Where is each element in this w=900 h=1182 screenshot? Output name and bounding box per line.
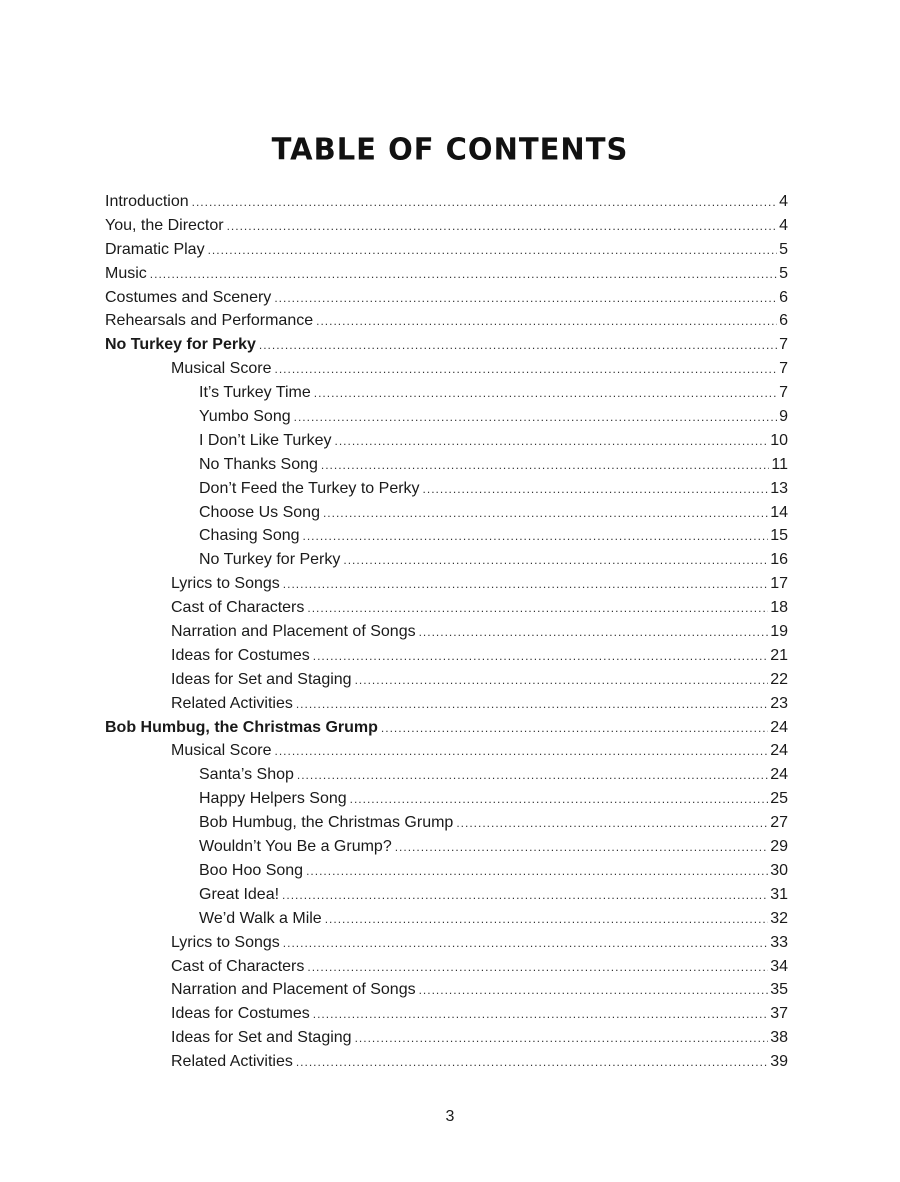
- dot-leader: [343, 549, 768, 573]
- toc-entry: [105, 787, 788, 811]
- toc-entry-page: 6: [779, 312, 788, 330]
- dot-leader: [313, 1003, 768, 1027]
- toc-entry-page: 11: [771, 455, 788, 473]
- toc-entry: [105, 811, 788, 835]
- toc-entry-page: 29: [770, 838, 788, 856]
- toc-entry-page: 35: [770, 981, 788, 999]
- toc-entry: [105, 453, 788, 477]
- toc-entry-page: 9: [779, 408, 788, 426]
- toc-entry-title: I Don’t Like Turkey: [199, 431, 332, 449]
- dot-leader: [274, 287, 777, 311]
- toc-entry-page: 4: [779, 193, 788, 210]
- toc-entry-title: Musical Score: [171, 360, 272, 378]
- toc-entry-title: Cast of Characters: [171, 599, 305, 617]
- toc-entry-title: Narration and Placement of Songs: [171, 623, 416, 641]
- toc-entry: [105, 524, 788, 548]
- toc-entry: [105, 739, 788, 763]
- toc-entry-title: Costumes and Scenery: [105, 288, 272, 306]
- toc-entry-title: Narration and Placement of Songs: [171, 981, 416, 999]
- dot-leader: [306, 860, 768, 884]
- dot-leader: [274, 740, 768, 764]
- toc-entry-title: Dramatic Play: [105, 240, 205, 258]
- toc-entry-title: Happy Helpers Song: [199, 790, 347, 808]
- page-title: TABLE OF CONTENTS: [271, 131, 629, 167]
- dot-leader: [423, 478, 769, 502]
- toc-entry-page: 5: [779, 240, 788, 258]
- toc-entry: [105, 978, 788, 1002]
- toc-entry: [105, 214, 788, 238]
- toc-entry: [105, 692, 788, 716]
- toc-entry-page: 4: [779, 216, 788, 234]
- toc-entry-title: Chasing Song: [199, 527, 300, 545]
- toc-entry: [105, 596, 788, 620]
- toc-entry-page: 14: [770, 503, 788, 521]
- dot-leader: [314, 382, 777, 406]
- toc-entry-page: 21: [770, 646, 788, 664]
- toc-entry-page: 7: [779, 360, 788, 378]
- toc-entry-page: 13: [770, 479, 788, 497]
- toc-entry: [105, 644, 788, 668]
- dot-leader: [283, 932, 768, 956]
- dot-leader: [316, 310, 777, 334]
- toc-entry-page: 10: [770, 431, 788, 449]
- toc-entry-page: 24: [770, 718, 788, 736]
- toc-entry-page: 6: [779, 288, 788, 306]
- dot-leader: [208, 239, 778, 263]
- toc-entry-title: Choose Us Song: [199, 503, 320, 521]
- toc-entry-title: Ideas for Set and Staging: [171, 1029, 352, 1047]
- toc-entry-page: 32: [770, 909, 788, 927]
- toc-entry-page: 19: [770, 623, 788, 641]
- toc-entry: [105, 548, 788, 572]
- toc-entry-title: Wouldn’t You Be a Grump?: [199, 838, 392, 856]
- toc-entry-title: Musical Score: [171, 742, 272, 760]
- dot-leader: [283, 573, 768, 597]
- toc-entry-page: 7: [779, 384, 788, 402]
- toc-entry: [105, 620, 788, 644]
- toc-entry-title: It’s Turkey Time: [199, 384, 311, 402]
- toc-entry-title: No Turkey for Perky: [199, 551, 341, 569]
- dot-leader: [325, 908, 769, 932]
- toc-entry-title: No Turkey for Perky: [105, 336, 256, 354]
- dot-leader: [456, 812, 768, 836]
- toc-entry-page: 33: [770, 933, 788, 951]
- toc-entry-title: Lyrics to Songs: [171, 575, 280, 593]
- dot-leader: [307, 956, 768, 980]
- toc-entry-title: Boo Hoo Song: [199, 861, 304, 879]
- toc-entry: [105, 190, 788, 214]
- dot-leader: [296, 1051, 768, 1075]
- toc-entry-title: Don’t Feed the Turkey to Perky: [199, 479, 420, 497]
- toc-entry-page: 22: [770, 670, 788, 688]
- toc-entry-page: 34: [770, 957, 788, 975]
- toc-entry-page: 5: [779, 264, 788, 282]
- toc-entry: [105, 309, 788, 333]
- toc-entry-title: Related Activities: [171, 694, 293, 712]
- toc-entry: [105, 716, 788, 740]
- toc-entry-page: 31: [770, 885, 788, 903]
- toc-entry-title: Yumbo Song: [199, 408, 291, 426]
- toc-entry: [105, 1050, 788, 1074]
- toc-entry-title: Rehearsals and Performance: [105, 312, 314, 330]
- toc-entry: [105, 883, 788, 907]
- toc-entry-page: 39: [770, 1053, 788, 1071]
- dot-leader: [192, 191, 777, 215]
- toc-entry-page: 24: [770, 766, 788, 784]
- dot-leader: [296, 693, 768, 717]
- toc-entry: [105, 572, 788, 596]
- toc-entry-title: Santa’s Shop: [199, 766, 294, 784]
- toc-entry-page: 30: [770, 861, 788, 879]
- dot-leader: [303, 525, 769, 549]
- toc-entry-title: Ideas for Costumes: [171, 1005, 310, 1023]
- dot-leader: [282, 884, 768, 908]
- dot-leader: [227, 215, 778, 239]
- dot-leader: [313, 645, 768, 669]
- toc-entry-page: 24: [770, 742, 788, 760]
- toc-entry-title: We’d Walk a Mile: [199, 909, 322, 927]
- toc-entry-page: 37: [770, 1005, 788, 1023]
- toc-entry-title: Cast of Characters: [171, 957, 305, 975]
- toc-entry-page: 38: [770, 1029, 788, 1047]
- toc-entry: [105, 955, 788, 979]
- dot-leader: [335, 430, 769, 454]
- toc-entry: [105, 668, 788, 692]
- dot-leader: [355, 1027, 769, 1051]
- toc-entry-title: Ideas for Costumes: [171, 646, 310, 664]
- toc-entry-title: You, the Director: [105, 216, 224, 234]
- toc-entry-title: Related Activities: [171, 1053, 293, 1071]
- toc-entry: [105, 357, 788, 381]
- toc-entry-page: 27: [770, 814, 788, 832]
- toc-entry: [105, 1002, 788, 1026]
- toc-entry: [105, 405, 788, 429]
- toc-entry: [105, 333, 788, 357]
- dot-leader: [297, 764, 768, 788]
- toc-entry: [105, 501, 788, 525]
- dot-leader: [150, 263, 777, 287]
- page-number: 3: [445, 1108, 455, 1125]
- toc-entry: [105, 859, 788, 883]
- toc-entry-page: 25: [770, 790, 788, 808]
- toc-entry: [105, 429, 788, 453]
- dot-leader: [321, 454, 770, 478]
- toc-entry-page: 15: [770, 527, 788, 545]
- dot-leader: [381, 717, 768, 741]
- dot-leader: [395, 836, 768, 860]
- toc-entry-title: No Thanks Song: [199, 455, 318, 473]
- toc-entry-page: 18: [770, 599, 788, 617]
- toc-entry: [105, 763, 788, 787]
- toc-entry-title: Ideas for Set and Staging: [171, 670, 352, 688]
- toc-entry-title: Music: [105, 264, 147, 282]
- toc-entry-page: 23: [770, 694, 788, 712]
- dot-leader: [274, 358, 777, 382]
- dot-leader: [350, 788, 769, 812]
- dot-leader: [259, 334, 777, 358]
- dot-leader: [323, 502, 768, 526]
- toc-entry-page: 7: [779, 336, 788, 354]
- toc-entry-page: 16: [770, 551, 788, 569]
- toc-entry: [105, 238, 788, 262]
- toc-entry: [105, 381, 788, 405]
- toc-entry-title: Bob Humbug, the Christmas Grump: [199, 814, 454, 832]
- dot-leader: [307, 597, 768, 621]
- toc-entry: [105, 477, 788, 501]
- toc-entry: [105, 907, 788, 931]
- toc-entry: [105, 1026, 788, 1050]
- dot-leader: [419, 621, 769, 645]
- toc-entry: [105, 286, 788, 310]
- toc-entry: [105, 262, 788, 286]
- toc-entry: [105, 835, 788, 859]
- dot-leader: [294, 406, 777, 430]
- toc-entry-title: Introduction: [105, 193, 189, 210]
- dot-leader: [419, 979, 769, 1003]
- toc-entry-page: 17: [770, 575, 788, 593]
- toc-entry-title: Lyrics to Songs: [171, 933, 280, 951]
- toc-entry-title: Great Idea!: [199, 885, 280, 903]
- table-of-contents: [105, 190, 788, 1074]
- toc-entry: [105, 931, 788, 955]
- toc-entry-title: Bob Humbug, the Christmas Grump: [105, 718, 378, 736]
- dot-leader: [355, 669, 769, 693]
